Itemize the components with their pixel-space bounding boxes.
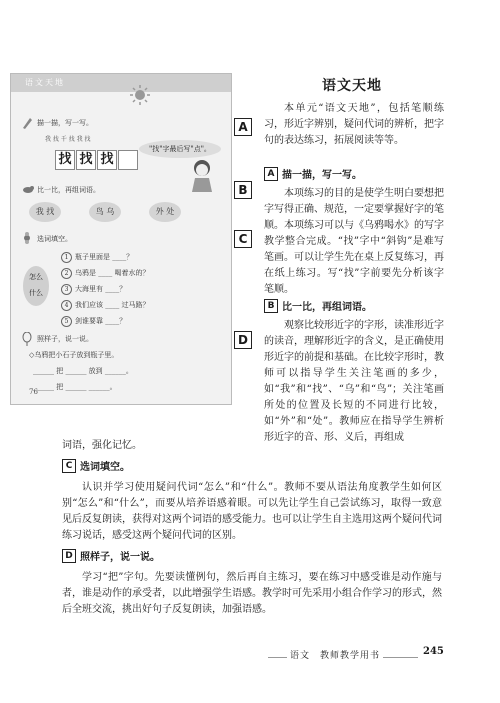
footer-page-number: 245 — [423, 646, 444, 657]
sun-icon — [129, 84, 151, 106]
ex3-label: 选词填空。 — [37, 235, 72, 243]
section-c-letter: C — [62, 459, 76, 473]
ex3-item: 1 瓶子里面是 ____？ — [61, 252, 133, 263]
grid-cell — [118, 150, 138, 170]
section-c-paragraph: 认识并学习使用疑问代词“怎么”和“什么”。教师不要从语法角度教学生如何区别“怎么”和“什么”，而要从培养语感着眼。可以先让学生自己尝试练习，取得一致意见后反复朗读，获得对这两个词语的感受能力。也可以让学生自主选用这两个疑问代词练习说话，感受这两个疑问代词的区别。 — [62, 482, 442, 541]
grid-cell: 找 — [76, 150, 96, 170]
pencil-icon — [21, 116, 33, 130]
word-pair: 鸟 乌 — [95, 207, 115, 216]
writing-grid — [55, 150, 139, 170]
ex4-example: ◇乌鸦把小石子放到瓶子里。 — [29, 351, 119, 359]
ex4-blank-line: ______ 把 ______ 放到 ______。 — [33, 367, 133, 375]
section-marker-b: B — [234, 181, 252, 199]
word-leaf — [29, 202, 61, 222]
word-pair: 我 找 — [35, 207, 55, 216]
ex4-blank-line: ______ 把 ______ ______。 — [33, 383, 117, 391]
ex3-item: 3 大海里有 ____？ — [61, 284, 126, 295]
balloon-icon — [21, 332, 33, 346]
section-a-letter: A — [264, 167, 278, 181]
section-marker-c: C — [234, 230, 252, 248]
option-zenme: 怎么 — [29, 273, 43, 281]
ex4-label: 照样子，说一说。 — [37, 335, 93, 343]
section-marker-a: A — [234, 118, 252, 136]
section-c-heading — [62, 458, 130, 473]
section-b-paragraph: 观察比较形近字的字形，读准形近字的读音，理解形近字的含义，是正确使用形近字的前提和基础。在比较字形时，教师可以指导学生关注笔画的多少，如“我”和“找”、“乌”和“鸟”；关注笔画所处的位置及长短的不同进行比较，如“外”和“处”。教师应在指导学生辨析形近字的音、形、义后，再组成 — [264, 320, 444, 443]
section-c-title: 选词填空。 — [80, 462, 130, 473]
page-footer — [0, 648, 500, 668]
option-bubble — [23, 266, 49, 306]
section-a-paragraph: 本项练习的目的是使学生明白要想把字写得正确、规范，一定要掌握好字的笔顺。本项练习可以与《乌鸦喝水》的写字教学整合完成。“找”字中“斜钩”是难写笔画。可以让学生先在桌上反复练习，再在纸上练习。写“找”字前要先分析该字笔顺。 — [264, 188, 444, 295]
section-b-heading — [264, 298, 372, 313]
girl-illustration-icon — [187, 158, 217, 192]
section-d-title: 照样子，说一说。 — [80, 552, 160, 563]
grid-cell: 找 — [97, 150, 117, 170]
section-d-heading — [62, 548, 160, 563]
textbook-page-image — [10, 73, 232, 405]
intro-paragraph: 本单元“语文天地”，包括笔顺练习，形近字辨别，疑问代词的辨析，把字句的表达练习，拓展阅读等等。 — [264, 103, 444, 146]
section-a-heading — [264, 166, 362, 181]
grid-cell: 找 — [55, 150, 75, 170]
ex1-label: 描一描，写一写。 — [37, 119, 93, 127]
tip-bubble — [139, 140, 221, 158]
word-leaf — [149, 202, 181, 222]
word-leaf — [89, 202, 121, 222]
textbook-band-label: 语文天地 — [25, 78, 65, 87]
section-marker-d: D — [234, 331, 252, 349]
ex3-item: 5 剑谁要靠 ____？ — [61, 316, 126, 327]
ex1-stroke-chars: 我 找 千 找 我 找 — [45, 136, 91, 143]
page-title: 语文天地 — [322, 78, 382, 94]
word-pair: 外 处 — [155, 207, 175, 216]
option-shenme: 什么 — [29, 289, 43, 297]
section-a-title: 描一描，写一写。 — [282, 170, 362, 181]
section-b-title: 比一比，再组词语。 — [282, 302, 372, 313]
ex2-label: 比一比，再组词语。 — [37, 186, 100, 194]
section-b-tail: 词语，强化记忆。 — [62, 440, 142, 451]
section-d-letter: D — [62, 549, 76, 563]
tip-text: "找"字最后写"点"。 — [149, 145, 211, 153]
section-b-letter: B — [264, 299, 278, 313]
section-d-paragraph: 学习“把”字句。先要读懂例句，然后再自主练习，要在练习中感受谁是动作施与者，谁是动作的承受者，以此增强学生语感。教学时可先采用小组合作学习的形式，然后全班交流，挑出好句子反复朗读，加强语感。 — [62, 572, 442, 615]
footer-book-label: 语文 教师教学用书 — [287, 648, 383, 661]
textbook-header-band — [11, 74, 231, 92]
bird-icon — [21, 184, 35, 194]
ex3-item: 4 我们应该 ____ 过马路？ — [61, 300, 149, 311]
textbook-page-number: 76 — [29, 388, 38, 396]
ex3-item: 2 乌鸦是 ____ 喝着水的？ — [61, 268, 149, 279]
flower-icon — [21, 232, 33, 244]
